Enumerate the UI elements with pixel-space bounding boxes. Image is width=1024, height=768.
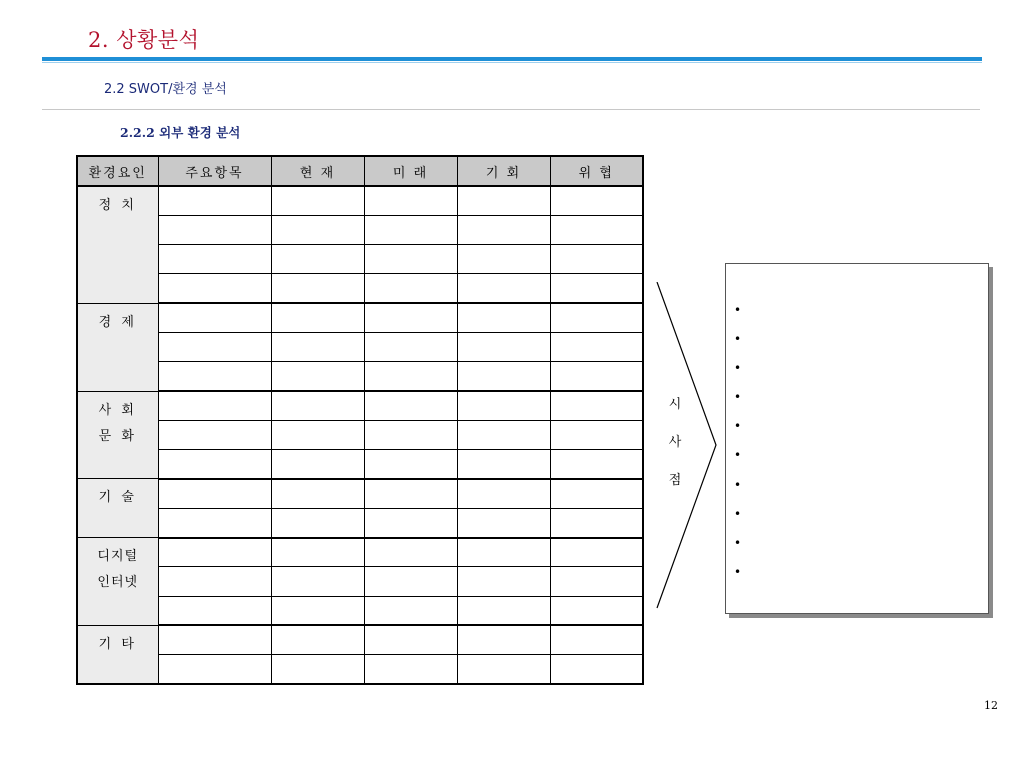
table-row: [77, 215, 643, 244]
table-cell[interactable]: [550, 567, 643, 596]
table-cell[interactable]: [550, 215, 643, 244]
header-current: 현 재: [271, 156, 364, 186]
table-cell[interactable]: [158, 332, 271, 361]
table-cell[interactable]: [158, 362, 271, 391]
table-cell[interactable]: [457, 567, 550, 596]
table-cell[interactable]: [364, 245, 457, 274]
table-cell[interactable]: [457, 625, 550, 654]
table-row: [77, 391, 643, 420]
table-cell[interactable]: [158, 420, 271, 449]
table-cell[interactable]: [158, 625, 271, 654]
header-threat: 위 협: [550, 156, 643, 186]
table-cell[interactable]: [457, 391, 550, 420]
table-row: [77, 567, 643, 596]
table-cell[interactable]: [550, 655, 643, 684]
table-cell[interactable]: [457, 420, 550, 449]
bullet-item[interactable]: •: [734, 448, 742, 463]
subtitle-divider: [42, 109, 980, 110]
table-cell[interactable]: [271, 567, 364, 596]
table-cell[interactable]: [457, 215, 550, 244]
table-cell[interactable]: [364, 625, 457, 654]
table-cell[interactable]: [364, 215, 457, 244]
table-cell[interactable]: [158, 655, 271, 684]
table-cell[interactable]: [158, 303, 271, 332]
table-cell[interactable]: [158, 274, 271, 303]
bullet-item[interactable]: •: [734, 303, 742, 317]
bullet-item[interactable]: •: [734, 477, 742, 492]
table-row: [77, 274, 643, 303]
implications-box[interactable]: [725, 263, 989, 614]
table-cell[interactable]: [457, 362, 550, 391]
factor-digital-internet: 디지털 인터넷: [77, 538, 158, 626]
table-cell[interactable]: [550, 450, 643, 479]
table-cell[interactable]: [271, 303, 364, 332]
implications-char: 시: [668, 397, 682, 412]
table-cell[interactable]: [158, 479, 271, 508]
table-cell[interactable]: [457, 186, 550, 215]
table-cell[interactable]: [271, 420, 364, 449]
bullet-item[interactable]: •: [734, 419, 742, 434]
table-cell[interactable]: [158, 538, 271, 567]
table-cell[interactable]: [550, 420, 643, 449]
bullet-item[interactable]: •: [734, 506, 742, 521]
table-cell[interactable]: [271, 215, 364, 244]
table-cell[interactable]: [550, 274, 643, 303]
table-cell[interactable]: [271, 655, 364, 684]
bullet-item[interactable]: •: [734, 535, 742, 550]
table-row: [77, 508, 643, 537]
table-cell[interactable]: [457, 303, 550, 332]
table-row: [77, 186, 643, 215]
page-title: 2. 상황분석: [88, 28, 200, 52]
table-cell[interactable]: [158, 508, 271, 537]
implications-list: [726, 303, 988, 594]
table-cell[interactable]: [364, 332, 457, 361]
table-cell[interactable]: [271, 596, 364, 625]
table-cell[interactable]: [457, 245, 550, 274]
table-cell[interactable]: [550, 186, 643, 215]
table-cell[interactable]: [158, 596, 271, 625]
table-cell[interactable]: [457, 538, 550, 567]
table-cell[interactable]: [364, 479, 457, 508]
table-header-row: [77, 156, 643, 186]
factor-others: 기 타: [77, 625, 158, 684]
table-cell[interactable]: [271, 245, 364, 274]
table-row: [77, 596, 643, 625]
section-heading: 2.2.2 외부 환경 분석: [120, 125, 241, 140]
table-cell[interactable]: [364, 596, 457, 625]
table-cell[interactable]: [457, 508, 550, 537]
table-row: [77, 362, 643, 391]
table-cell[interactable]: [271, 625, 364, 654]
page-number: 12: [984, 699, 998, 712]
implications-label: [667, 392, 683, 506]
table-cell[interactable]: [271, 450, 364, 479]
table-cell[interactable]: [158, 450, 271, 479]
implications-char: 사: [668, 435, 682, 450]
table-row: [77, 420, 643, 449]
table-cell[interactable]: [364, 655, 457, 684]
table-cell[interactable]: [457, 274, 550, 303]
table-cell[interactable]: [158, 245, 271, 274]
table-cell[interactable]: [271, 391, 364, 420]
table-cell[interactable]: [550, 596, 643, 625]
factor-society-culture: 사 회 문 화: [77, 391, 158, 479]
environment-analysis-table: [76, 155, 644, 685]
table-cell[interactable]: [364, 567, 457, 596]
table-cell[interactable]: [271, 508, 364, 537]
table-cell[interactable]: [158, 186, 271, 215]
table-cell[interactable]: [550, 245, 643, 274]
table-cell[interactable]: [550, 391, 643, 420]
title-divider-shadow: [42, 62, 982, 63]
table-cell[interactable]: [457, 450, 550, 479]
table-cell[interactable]: [364, 508, 457, 537]
table-cell[interactable]: [364, 450, 457, 479]
table-row: [77, 332, 643, 361]
table-cell[interactable]: [271, 538, 364, 567]
table-cell[interactable]: [364, 391, 457, 420]
table-cell[interactable]: [271, 186, 364, 215]
header-env-factor: 환경요인: [77, 156, 158, 186]
table-cell[interactable]: [364, 274, 457, 303]
table-cell[interactable]: [271, 362, 364, 391]
bullet-item[interactable]: •: [734, 361, 742, 376]
title-divider: [42, 57, 982, 61]
table-cell[interactable]: [457, 596, 550, 625]
bullet-item[interactable]: •: [734, 390, 742, 405]
table-cell[interactable]: [364, 538, 457, 567]
table-cell[interactable]: [158, 391, 271, 420]
table-cell[interactable]: [550, 479, 643, 508]
implications-char: 점: [668, 473, 682, 488]
header-opportunity: 기 회: [457, 156, 550, 186]
table-cell[interactable]: [271, 479, 364, 508]
table-cell[interactable]: [550, 303, 643, 332]
table-cell[interactable]: [271, 274, 364, 303]
header-future: 미 래: [364, 156, 457, 186]
table-cell[interactable]: [550, 332, 643, 361]
factor-politics: 정 치: [77, 186, 158, 303]
table-cell[interactable]: [457, 332, 550, 361]
factor-technology: 기 술: [77, 479, 158, 538]
table-cell[interactable]: [457, 655, 550, 684]
table-cell[interactable]: [550, 538, 643, 567]
bullet-item[interactable]: •: [734, 564, 742, 579]
table-row: [77, 245, 643, 274]
table-cell[interactable]: [364, 186, 457, 215]
table-row: [77, 303, 643, 332]
table-cell[interactable]: [364, 303, 457, 332]
header-main-item: 주요항목: [158, 156, 271, 186]
factor-economy: 경 제: [77, 303, 158, 391]
table-row: [77, 655, 643, 684]
table-cell[interactable]: [158, 567, 271, 596]
table-cell[interactable]: [550, 362, 643, 391]
table-cell[interactable]: [364, 420, 457, 449]
bullet-item[interactable]: •: [734, 332, 742, 347]
table-cell[interactable]: [550, 625, 643, 654]
subtitle: 2.2 SWOT/환경 분석: [104, 82, 227, 97]
chevron-arrow-icon: [654, 282, 720, 612]
table-row: [77, 538, 643, 567]
table-row: [77, 625, 643, 654]
table-cell[interactable]: [158, 215, 271, 244]
table-row: [77, 450, 643, 479]
table-row: [77, 479, 643, 508]
table-cell[interactable]: [457, 479, 550, 508]
table-cell[interactable]: [550, 508, 643, 537]
table-cell[interactable]: [364, 362, 457, 391]
table-cell[interactable]: [271, 332, 364, 361]
